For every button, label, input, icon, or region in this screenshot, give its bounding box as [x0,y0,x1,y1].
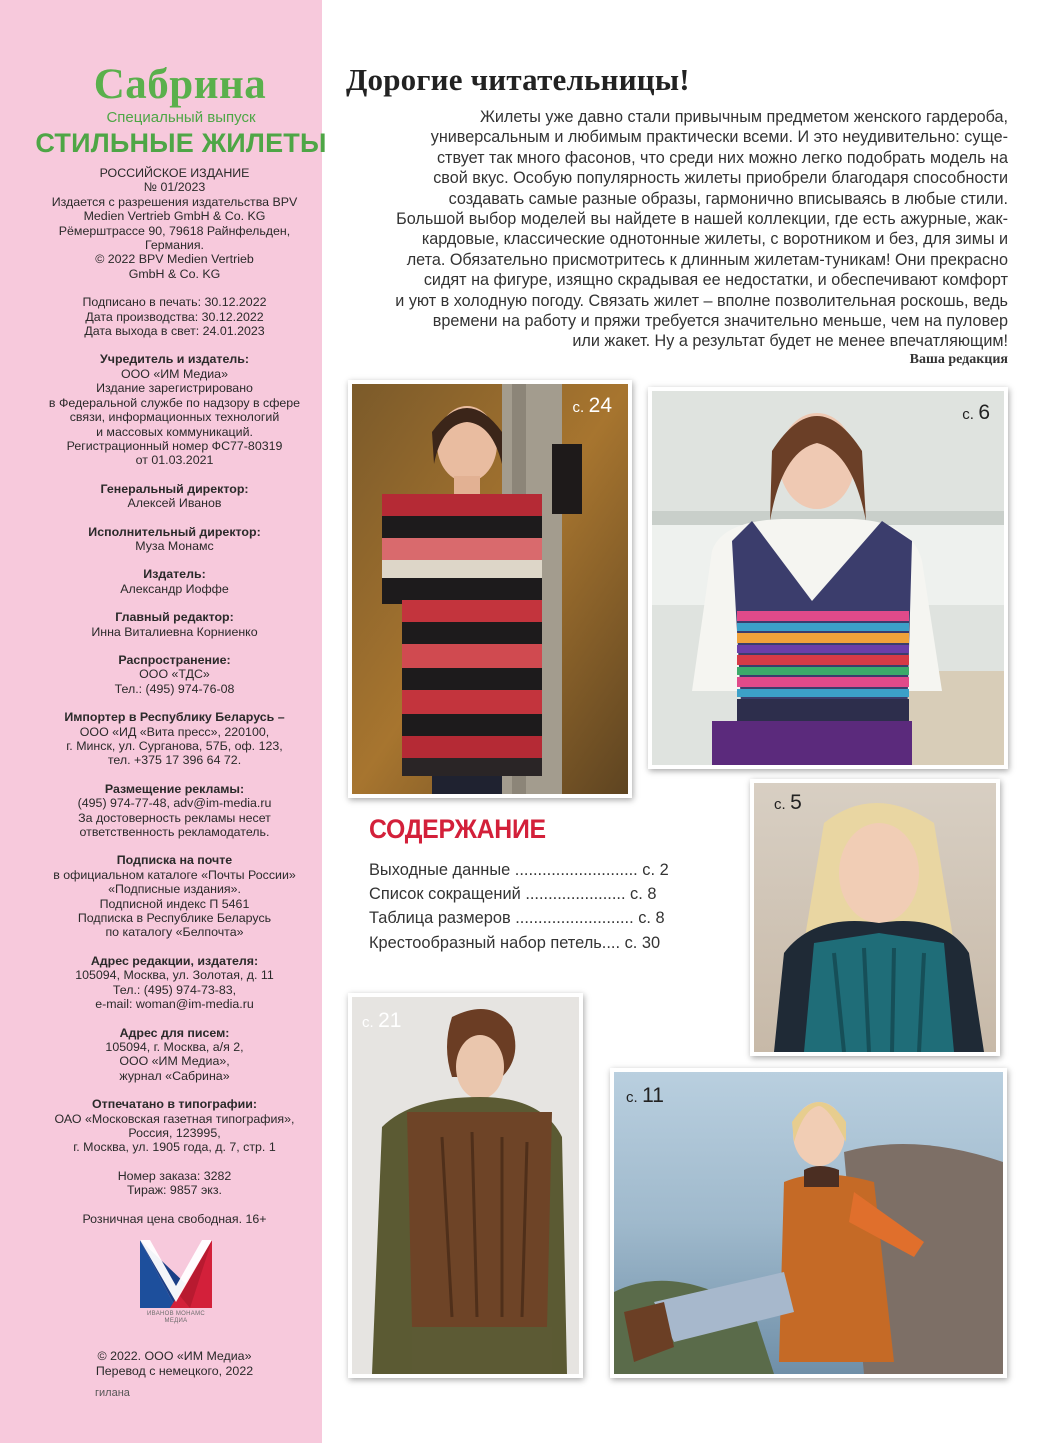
imprint-heading: Главный редактор: [115,610,234,625]
photo-striped-tunic [348,380,632,798]
imprint-block [22,352,327,467]
imprint-line: журнал «Сабрина» [119,1068,230,1083]
page-ref-24: с. 24 [572,394,612,417]
imprint-line: © 2022 BPV Medien Vertrieb [95,252,254,267]
photo-teal-vest [750,779,1000,1056]
page-ref-11: с. 11 [626,1084,664,1107]
scan-signature: гилана [95,1387,130,1399]
imprint-line: г. Москва, ул. 1905 года, д. 7, стр. 1 [73,1140,276,1155]
imprint-line: Medien Vertrieb GmbH & Co. KG [83,209,266,224]
contents-list [369,858,699,955]
imprint-line: Подписка в Республике Беларусь [77,911,272,926]
editorial-line: или жакет. Ну а результат будет не менее впечатляющим! [572,332,1008,351]
editorial-signature: Ваша редакция [909,352,1008,367]
imprint-line: ОАО «Московская газетная типография», [54,1111,295,1126]
copyright: © 2022. ООО «ИМ Медиа» Перевод с немецкого, 2022 [95,1349,254,1378]
editorial-line: свой вкус. Особую популярность жилеты приобрели благодаря способности [433,169,1008,188]
imprint-block [22,1169,327,1198]
imprint-line: Подписной индекс П 5461 [99,896,250,911]
imprint-line: Алексей Иванов [127,496,222,511]
imprint-line: и массовых коммуникаций. [96,424,253,439]
imprint-block [22,1212,327,1226]
imprint-line: тел. +375 17 396 64 72. [107,753,242,768]
imprint-heading: Распространение: [118,652,231,667]
imprint-line: ответственность рекламодатель. [79,825,270,840]
imprint-block [22,853,327,939]
imprint-line: «Подписные издания». [108,882,241,897]
imprint-line: e-mail: woman@im-media.ru [95,997,254,1012]
imprint-line: в Федеральной службе по надзору в сфере [48,395,301,410]
imprint-line: по каталогу «Белпочта» [105,925,244,940]
imprint-heading: Адрес редакции, издателя: [90,953,259,968]
imprint-line: Издание зарегистрировано [96,381,253,396]
contents-item: Список сокращений ...................... с. 8 [369,885,657,904]
imprint-line: в официальном каталоге «Почты России» [53,867,296,882]
imprint-line: Муза Монамс [135,538,214,553]
imprint-line: Тел.: (495) 974-76-08 [114,681,235,696]
imprint-block [22,482,327,511]
imprint-heading: Учредитель и издатель: [100,352,249,367]
imprint-line: г. Минск, ул. Сурганова, 57Б, оф. 123, [66,739,283,753]
imprint-line: Александр Иоффе [120,581,229,596]
imprint-line: Регистрационный номер ФС77-80319 [66,438,283,453]
photo-brown-lace-vest [348,993,583,1378]
editorial-line: Жилеты уже давно стали привычным предметом женского гардероба, [479,108,1008,126]
imprint-block [22,710,327,768]
imprint-line: GmbH & Co. KG [128,266,221,281]
imprint-block [22,567,327,596]
contents-item: Таблица размеров .......................... с. 8 [369,909,665,928]
imprint-line: связи, информационных технологий [69,410,280,425]
imprint-heading: Исполнительный директор: [88,524,261,539]
imprint-block [22,295,327,338]
contents-item: Крестообразный набор петель.... с. 30 [369,933,661,952]
magazine-logo: Сабрина [93,61,267,108]
imprint-line: Германия. [145,238,204,253]
imprint-line: Подписано в печать: 30.12.2022 [82,295,267,310]
imprint-line: Дата производства: 30.12.2022 [85,309,264,324]
editorial-line: универсальным и любимым практически всеми. И это неудивительно: суще- [430,128,1008,147]
contents-title: СОДЕРЖАНИЕ [369,814,546,844]
imprint-line: ООО «ИМ Медиа», [119,1054,230,1069]
imprint-line: РОССИЙСКОЕ ИЗДАНИЕ [99,166,250,180]
issue-title: СТИЛЬНЫЕ ЖИЛЕТЫ [35,128,327,158]
imprint-block [22,653,327,696]
editorial-line: кардовые, классические однотонные жилеты, с воротником и без, для зимы и [421,230,1008,249]
imprint-line: За достоверность рекламы несет [78,810,271,825]
editorial-heading: Дорогие читательницы! [346,62,690,97]
photo-orange-tunic [610,1068,1007,1378]
editorial-text [340,107,1008,352]
editorial-line: создавать самые разные образы, гармонично вписываясь в любые стили. [448,189,1008,208]
imprint-line: ООО «ИМ Медиа» [121,366,228,381]
editorial-line: сидят на фигуре, изящно скрадывая ее недостатки, и обеспечивают комфорт [423,271,1008,290]
publisher-logo-caption: ИВАНОВ МОНАМС МЕДИА [146,1311,206,1324]
special-issue-label: Специальный выпуск [106,109,256,126]
imprint-line: Номер заказа: 3282 [117,1168,232,1183]
imprint-block [22,954,327,1012]
imprint-line: Инна Виталиевна Корниенко [91,624,258,639]
imprint-line: Рёмерштрассе 90, 79618 Райнфельден, [58,223,291,238]
imprint-line: Тираж: 9857 экз. [127,1183,222,1198]
imprint-line: Розничная цена свободная. 16+ [82,1211,267,1226]
imprint-line: от 01.03.2021 [135,453,214,468]
publisher-logo-icon [140,1240,212,1308]
editorial-line: Большой выбор моделей вы найдете в нашей коллекции, где есть ажурные, жак- [396,210,1008,229]
imprint-heading: Отпечатано в типографии: [92,1097,257,1112]
imprint-block [22,782,327,840]
imprint-line: 105094, г. Москва, а/я 2, [105,1039,244,1054]
page-ref-21: с. 21 [362,1009,402,1032]
page-ref-6: с. 6 [962,401,990,424]
imprint-heading: Подписка на почте [116,853,233,868]
imprint-line: ООО «ТДС» [139,667,210,682]
photo-jacquard-vest [648,387,1008,769]
imprint-heading: Генеральный директор: [100,481,249,496]
imprint-line: Издается с разрешения издательства BPV [51,194,298,209]
editorial-line: времени на работу и пряжи требуется значительно меньше, чем на пуловер [432,312,1008,331]
imprint-line: № 01/2023 [143,180,206,195]
imprint-line: Дата выхода в свет: 24.01.2023 [84,324,265,339]
imprint-heading: Импортер в Республику Беларусь – [64,710,285,725]
imprint-heading: Издатель: [143,567,206,582]
imprint-heading: Адрес для писем: [119,1025,230,1040]
imprint-line: Россия, 123995, [128,1125,221,1140]
imprint-line: (495) 974-77-48, adv@im-media.ru [77,796,272,811]
imprint-text [22,166,327,1240]
imprint-sidebar [0,0,327,1443]
imprint-line: 105094, Москва, ул. Золотая, д. 11 [75,968,274,983]
imprint-line: Тел.: (495) 974-73-83, [112,982,237,997]
imprint-heading: Размещение рекламы: [104,781,245,796]
page-ref-5: с. 5 [774,791,802,814]
imprint-block [22,1097,327,1155]
contents-item: Выходные данные ........................... с. 2 [369,861,669,879]
imprint-block [22,166,327,281]
imprint-line: ООО «ИД «Вита пресс», 220100, [79,724,270,739]
editorial-line: и уют в холодную погоду. Связать жилет – вполне позволительная роскошь, ведь [395,291,1008,310]
imprint-block [22,610,327,639]
imprint-block [22,525,327,554]
editorial-line: лета. Обязательно присмотритесь к длинным жилетам-туникам! Они прекрасно [406,250,1008,269]
editorial-line: ствует так много фасонов, что среди них можно легко подобрать модель на [436,148,1008,167]
imprint-block [22,1026,327,1084]
